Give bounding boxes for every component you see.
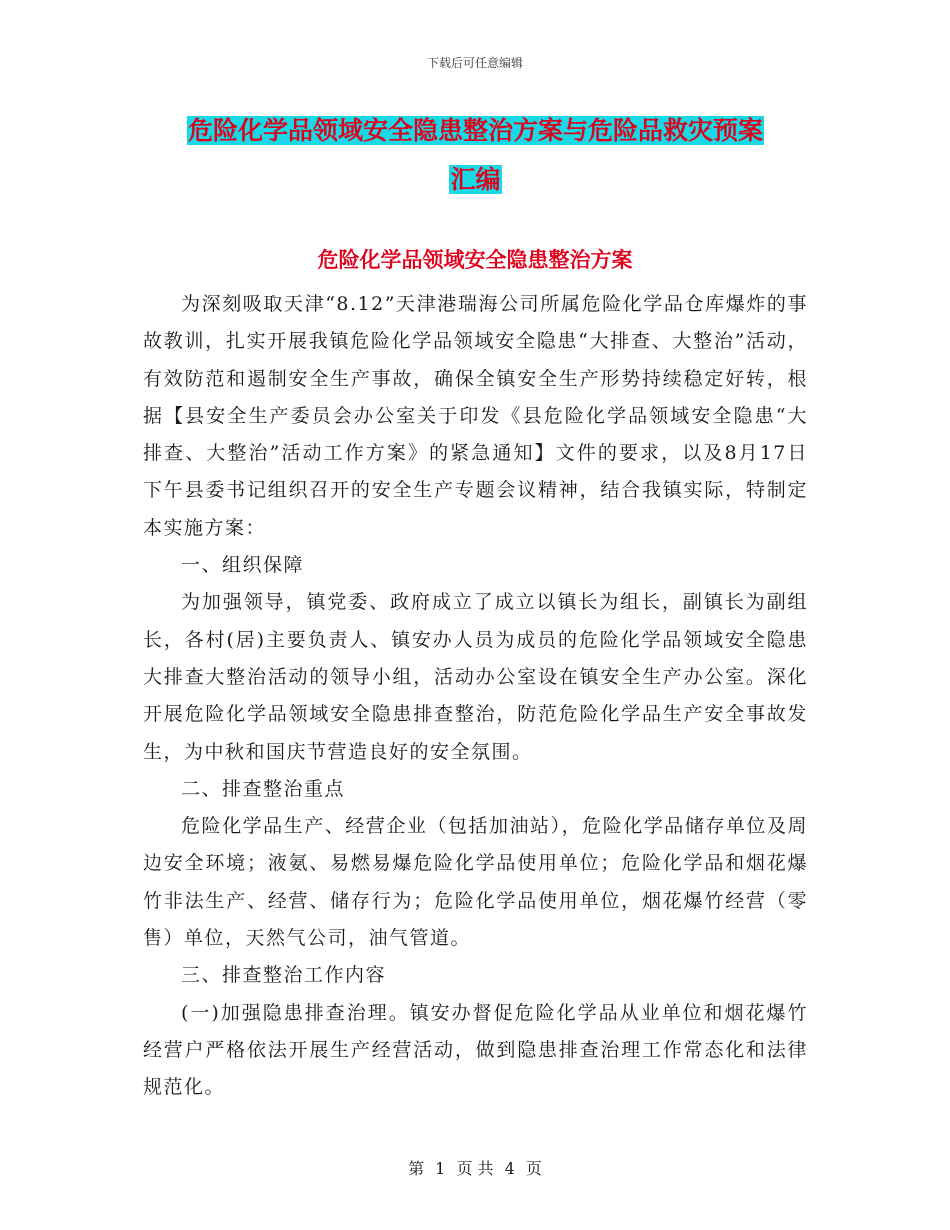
heading-work-content: 三、排查整治工作内容 <box>181 964 387 987</box>
page-footer-prefix: 第 <box>408 1159 425 1178</box>
document-title-line-1: 危险化学品领域安全隐患整治方案与危险品救灾预案 <box>187 116 763 145</box>
page-footer-middle: 页 共 <box>456 1159 494 1178</box>
heading-organization: 一、组织保障 <box>181 554 305 577</box>
document-body <box>143 286 808 1107</box>
page-footer <box>0 1156 950 1179</box>
page-footer-suffix: 页 <box>525 1159 542 1178</box>
document-title-line-2: 汇编 <box>450 165 501 194</box>
paragraph-work-content-1: (一)加强隐患排查治理。镇安办督促危险化学品从业单位和烟花爆竹经营户严格依法开展生产经营活动，做到隐患排查治理工作常态化和法律规范化。 <box>143 1001 808 1099</box>
paragraph-organization: 为加强领导，镇党委、政府成立了成立以镇长为组长，副镇长为副组长，各村(居)主要负责人、镇安办人员为成员的危险化学品领域安全隐患大排查大整治活动的领导小组，活动办公室设在镇安全生产办公室。深化开展危险化学品领域安全隐患排查整治，防范危险化学品生产安全事故发生，为中秋和国庆节营造良好的安全氛围。 <box>143 591 808 763</box>
heading-focus: 二、排查整治重点 <box>181 777 346 800</box>
page-header-note: 下载后可任意编辑 <box>426 56 523 70</box>
paragraph-intro: 为深刻吸取天津“8.12”天津港瑞海公司所属危险化学品仓库爆炸的事故教训，扎实开展我镇危险化学品领域安全隐患“大排查、大整治”活动，有效防范和遏制安全生产事故，确保全镇安全生产形势持续稳定好转，根据【县安全生产委员会办公室关于印发《县危险化学品领域安全隐患“大排查、大整治”活动工作方案》的紧急通知】文件的要求，以及8月17日下午县委书记组织召开的安全生产专题会议精神，结合我镇实际，特制定本实施方案： <box>143 293 808 539</box>
section-title: 危险化学品领域安全隐患整治方案 <box>317 247 633 272</box>
page-number-total: 4 <box>504 1159 515 1178</box>
page-number-current: 1 <box>435 1159 446 1178</box>
paragraph-focus: 危险化学品生产、经营企业（包括加油站），危险化学品储存单位及周边安全环境；液氨、易燃易爆危险化学品使用单位；危险化学品和烟花爆竹非法生产、经营、储存行为；危险化学品使用单位，烟花爆竹经营（零售）单位，天然气公司，油气管道。 <box>143 815 808 950</box>
document-title <box>143 106 808 204</box>
